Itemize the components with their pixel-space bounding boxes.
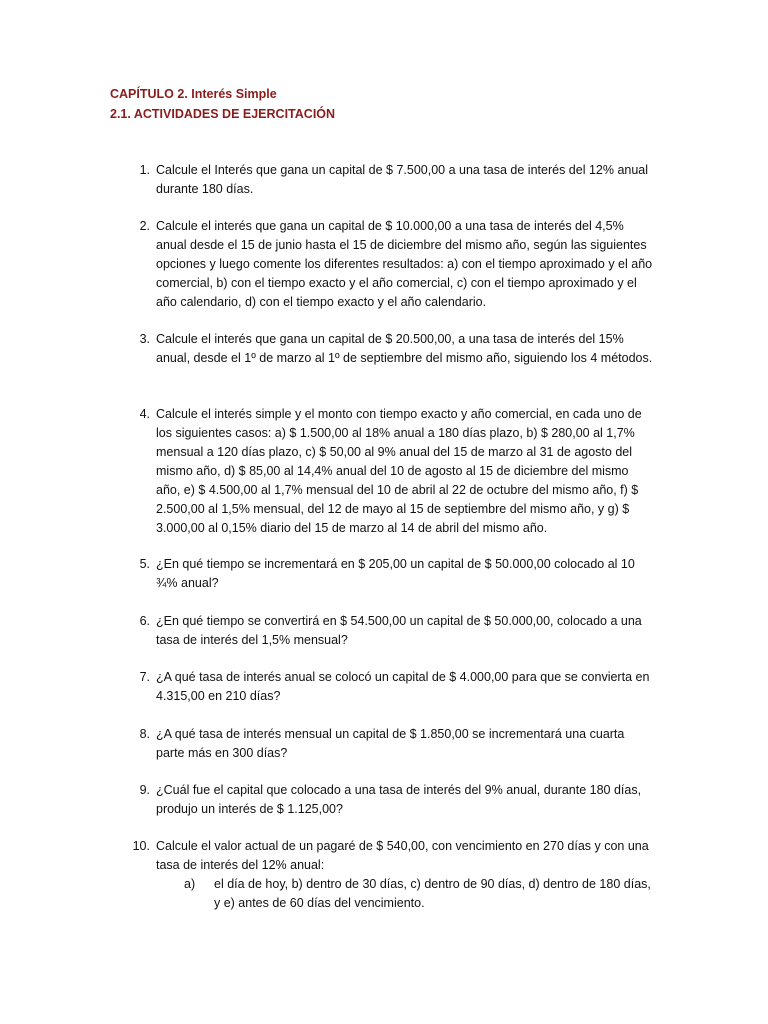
item-text: Calcule el Interés que gana un capital de $ 7.500,00 a una tasa de interés del 12% anual durante 180 días. [156,163,649,196]
list-item-6 [110,612,670,650]
item-text: Calcule el valor actual de un pagaré de $ 540,00, con vencimiento en 270 días y con una tasa de interés del 12% anual: [156,839,649,872]
item-number: 4. [139,407,150,421]
sub-item [184,875,660,913]
item-number: 9. [139,783,150,797]
item-number: 3. [139,332,150,346]
item-text: ¿Cuál fue el capital que colocado a una tasa de interés del 9% anual, durante 180 días, produjo un interés de $ 1.125,00? [156,783,642,816]
list-item-1 [110,161,670,199]
item-number: 8. [139,727,150,741]
list-item-10 [110,837,670,913]
item-text: ¿A qué tasa de interés mensual un capital de $ 1.850,00 se incrementará una cuarta parte más en 300 días? [156,727,625,760]
item-text: ¿En qué tiempo se incrementará en $ 205,00 un capital de $ 50.000,00 colocado al 10 ¾% anual? [156,557,635,590]
list-item-7 [110,668,670,706]
list-item-3 [110,330,670,368]
item-text: Calcule el interés que gana un capital de $ 10.000,00 a una tasa de interés del 4,5% anual desde el 15 de junio hasta el 15 de diciembre del mismo año, según las siguientes opciones y luego comente los diferentes resultados: a) con el tiempo aproximado y el año comercial, b) con el tiempo exacto y el año comercial, c) con el tiempo aproximado y el año calendario, d) con el tiempo exacto y el año calendario. [156,219,653,309]
item-number: 5. [139,557,150,571]
item-number: 7. [139,670,150,684]
list-item-4 [110,405,670,538]
item-text: ¿En qué tiempo se convertirá en $ 54.500,00 un capital de $ 50.000,00, colocado a una tasa de interés del 1,5% mensual? [156,614,642,647]
chapter-title: CAPÍTULO 2. Interés Simple [110,87,277,101]
sub-item-label: a) [184,877,196,891]
sub-item-text: el día de hoy, b) dentro de 30 días, c) dentro de 90 días, d) dentro de 180 días, y e) antes de 60 días del vencimiento. [214,877,651,910]
list-item-9 [110,781,670,819]
item-text: Calcule el interés simple y el monto con tiempo exacto y año comercial, en cada uno de los siguientes casos: a) $ 1.500,00 al 18% anual a 180 días plazo, b) $ 280,00 al 1,7% mensual a 120 días plazo, c) $ 50,00 al 9% anual del 15 de marzo al 31 de agosto del mismo año, d) $ 85,00 al 14,4% anual del 10 de agosto al 15 de diciembre del mismo año, e) $ 4.500,00 al 1,7% mensual del 10 de abril al 22 de octubre del mismo año, f) $ 2.500,00 al 1,5% mensual, del 12 de mayo al 15 de septiembre del mismo año, y g) $ 3.000,00 al 0,15% diario del 15 de marzo al 14 de abril del mismo año. [156,407,642,535]
section-title: 2.1. ACTIVIDADES DE EJERCITACIÓN [110,107,336,121]
item-number: 2. [139,219,150,233]
item-text: Calcule el interés que gana un capital de $ 20.500,00, a una tasa de interés del 15% anual, desde el 1º de marzo al 1º de septiembre del mismo año, siguiendo los 4 métodos. [156,332,653,365]
item-text: ¿A qué tasa de interés anual se colocó un capital de $ 4.000,00 para que se convierta en 4.315,00 en 210 días? [156,670,650,703]
list-item-2 [110,217,670,312]
list-item-5 [110,555,670,593]
item-number: 6. [139,614,150,628]
item-number: 1. [139,163,150,177]
item-number: 10. [132,839,150,853]
list-item-8 [110,725,670,763]
